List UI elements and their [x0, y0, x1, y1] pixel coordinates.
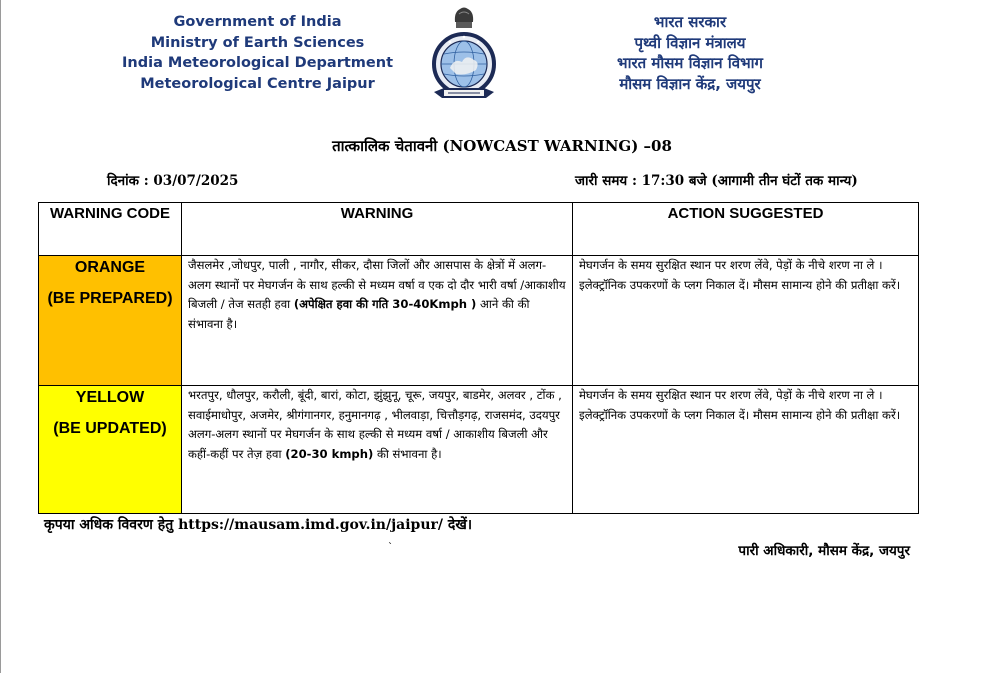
warning-text: भरतपुर, धौलपुर, करौली, बूंदी, बारां, कोटा, झुंझुनू, चूरू, जयपुर, बाडमेर, अलवर , टोंक , सवाईमाधोपुर, अजमेर, श्रीगंगानगर, हनुमानगढ़ , भीलवाड़ा, चित्तौड़गढ़, राजसमंद, उदयपुर अलग-अलग स्थानों पर मेघगर्जन के साथ हल्की से मध्यम वर्षा / आकाशीय बिजली और कहीं-कहीं पर तेज़ हवा	[188, 388, 562, 461]
code-label: YELLOW	[75, 389, 145, 406]
table-row	[39, 386, 919, 514]
code-sub-label: (BE PREPARED)	[47, 290, 173, 307]
header-english	[110, 12, 405, 94]
warning-text-cell	[182, 386, 573, 514]
header-en-line-2: Ministry of Earth Sciences	[150, 34, 365, 51]
header-hi-line-2: पृथ्वी विज्ञान मंत्रालय	[634, 33, 746, 52]
document-title: तात्कालिक चेतावनी (NOWCAST WARNING) –08	[332, 137, 672, 155]
header-hi-line-3: भारत मौसम विज्ञान विभाग	[617, 54, 763, 72]
more-details-link[interactable]: कृपया अधिक विवरण हेतु https://mausam.imd.gov.in/jaipur/ देखें।	[44, 517, 473, 533]
header-en-line-3: India Meteorological Department	[122, 55, 393, 71]
warning-text-bold: (20-30 kmph)	[285, 446, 374, 461]
warning-code-yellow	[39, 386, 182, 514]
warning-text-tail: आने की की संभावना है।	[188, 297, 530, 331]
action-text: मेघगर्जन के समय सुरक्षित स्थान पर शरण लेंवे, पेड़ों के नीचे शरण ना ले । इलेक्ट्रॉनिक उपकरणों के प्लग निकाल दें। मौसम सामान्य होने की प्रतीक्षा करें।	[573, 256, 919, 386]
table-row	[39, 256, 919, 386]
warning-text-cell	[182, 256, 573, 386]
header-hi-line-4: मौसम विज्ञान केंद्र, जयपुर	[619, 74, 761, 93]
signature: पारी अधिकारी, मौसम केंद्र, जयपुर	[738, 543, 910, 559]
action-text: मेघगर्जन के समय सुरक्षित स्थान पर शरण लेंवे, पेड़ों के नीचे शरण ना ले । इलेक्ट्रॉनिक उपकरणों के प्लग निकाल दें। मौसम सामान्य होने की प्रतीक्षा करें।	[573, 386, 919, 514]
code-sub-label: (BE UPDATED)	[53, 420, 167, 437]
stray-mark: `	[388, 542, 393, 553]
header-warning-code: WARNING CODE	[39, 203, 182, 256]
code-label: ORANGE	[74, 259, 146, 276]
warning-table	[38, 202, 919, 514]
warning-text: जैसलमेर ,जोधपुर, पाली , नागौर, सीकर, दौसा जिलों और आसपास के क्षेत्रों में अलग-अलग स्थानों पर मेघगर्जन के साथ हल्की से मध्यम वर्षा व एक दो दौर भारी वर्षा /आकाशीय बिजली / तेज सतही हवा	[188, 258, 566, 312]
page-left-border	[0, 0, 1, 673]
issue-time: जारी समय : 17:30 बजे (आगामी तीन घंटों तक मान्य)	[575, 173, 858, 189]
header-hindi	[575, 12, 805, 94]
warning-text-tail: की संभावना है।	[373, 446, 442, 461]
table-header-row	[39, 203, 919, 256]
header-warning: WARNING	[182, 203, 573, 256]
warning-code-orange	[39, 256, 182, 386]
header-hi-line-1: भारत सरकार	[653, 13, 727, 31]
header-action-suggested: ACTION SUGGESTED	[573, 203, 919, 256]
header-en-line-4: Meteorological Centre Jaipur	[140, 75, 375, 92]
imd-emblem-icon	[430, 6, 498, 110]
header-en-line-1: Government of India	[173, 14, 342, 30]
issue-date: दिनांक : 03/07/2025	[107, 173, 239, 189]
warning-text-bold: (अपेक्षित हवा की गति 30-40Kmph )	[293, 297, 477, 312]
